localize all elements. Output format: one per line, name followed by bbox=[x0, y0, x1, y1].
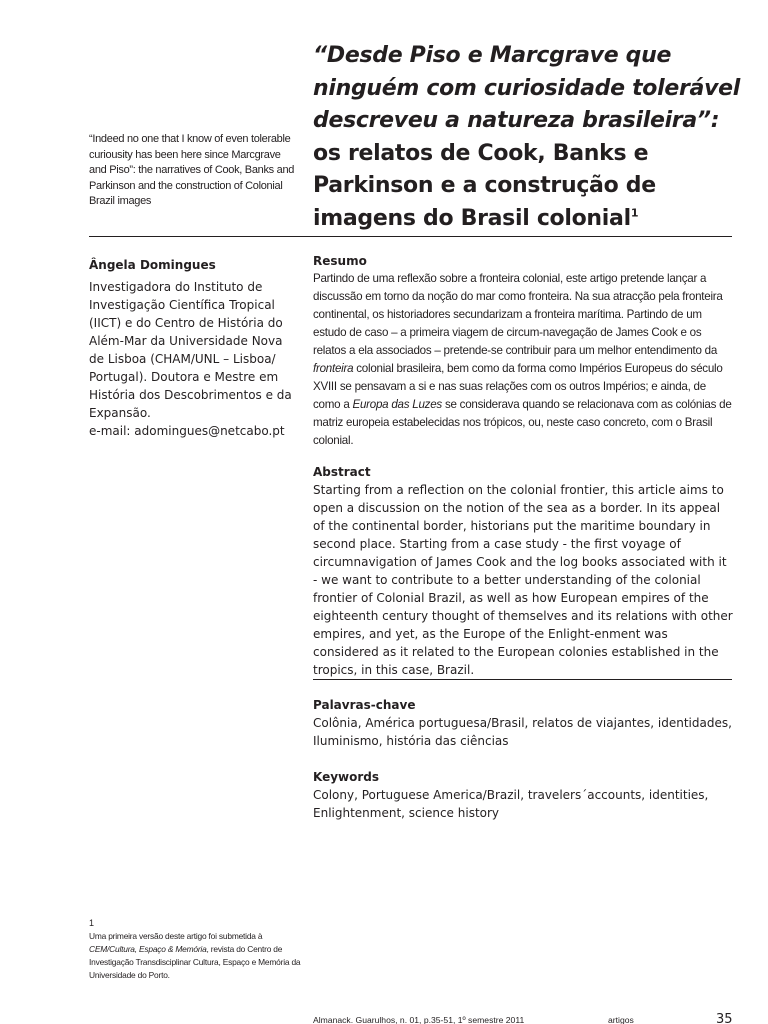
abstract-text: Starting from a reflection on the colonial frontier, this article aims to open a discussion on the notion of the sea as a border. In its appeal of the continental border, historians put the maritime boundary in second place. Starting from a case study - the first voyage of circumnavigation of James Cook and the log books associated with it - we want to contribute to a better understanding of the colonial frontier of Colonial Brazil, as well as how European empires of the eighteenth century thought of themselves and its relations with other empires, and yet, as the Europe of the Enlight-enment was considered as it related to the European colonies established in the tropics, in this case, Brazil. bbox=[313, 483, 733, 677]
abstract-divider bbox=[313, 679, 732, 680]
resumo-italic-2: Europa das Luzes bbox=[352, 398, 442, 411]
keywords-text: Colony, Portuguese America/Brazil, travelers´accounts, identities, Enlightenment, science history bbox=[313, 788, 709, 820]
footnote-number: 1 bbox=[89, 918, 94, 928]
footer-section-label: artigos bbox=[608, 1015, 634, 1024]
author-name: Ângela Domingues bbox=[89, 258, 216, 272]
footnote-italic: CEM/Cultura, Espaço & Memória bbox=[89, 944, 207, 954]
article-title bbox=[313, 40, 743, 235]
keywords-heading: Keywords bbox=[313, 770, 380, 784]
top-divider bbox=[89, 236, 732, 237]
palavras-chave-section bbox=[313, 696, 733, 750]
resumo-section bbox=[313, 252, 733, 450]
abstract-heading: Abstract bbox=[313, 465, 371, 479]
resumo-text-part-1: Partindo de uma reflexão sobre a fronteira colonial, este artigo pretende lançar a discussão em torno da noção do mar como fronteira. Na sua atracção pela fronteira continental, os historiadores secundarizam a fronteira marítima. Partindo de um estudo de caso – a primeira viagem de circum-navegação de James Cook e os relatos a ela associados – pretende-se contribuir para um melhor entendimento da bbox=[313, 272, 723, 357]
keywords-section bbox=[313, 768, 733, 822]
footnote-text-part-2: , revista do Centro de Investigação Transdisciplinar Cultura, Espaço e Memória da Universidade do Porto. bbox=[89, 944, 301, 980]
resumo-italic-1: fronteira bbox=[313, 362, 354, 375]
title-footnote-marker: 1 bbox=[630, 206, 639, 220]
author-affiliation: Investigadora do Instituto de Investigação Científica Tropical (IICT) e do Centro de História do Além-Mar da Universidade Nova de Lisboa (CHAM/UNL – Lisboa/ Portugal). Doutora e Mestre em História dos Descobrimentos e da Expansão. bbox=[89, 280, 292, 420]
author-block bbox=[89, 256, 299, 440]
footer-citation: Almanack. Guarulhos, n. 01, p.35-51, 1º semestre 2011 bbox=[313, 1015, 525, 1024]
palavras-chave-heading: Palavras-chave bbox=[313, 698, 416, 712]
abstract-section bbox=[313, 463, 733, 679]
title-colon: : bbox=[710, 108, 720, 133]
resumo-text-part-3: se considerava quando se relacionava com as colónias de matriz europeia estabelecidas nos trópicos, ou, neste caso concreto, com o Brasil colonial. bbox=[313, 398, 732, 447]
resumo-text-part-2: colonial brasileira, bem como da forma como Impérios Europeus do século XVIII se pensavam a si e nas suas relações com os outros Impérios; e ainda, de como a bbox=[313, 362, 723, 411]
footnote-text-part-1: Uma primeira versão deste artigo foi submetida à bbox=[89, 931, 263, 941]
title-rest: os relatos de Cook, Banks e Parkinson e a construção de imagens do Brasil colonial bbox=[313, 140, 656, 231]
author-email: e-mail: adomingues@netcabo.pt bbox=[89, 424, 285, 438]
palavras-chave-text: Colônia, América portuguesa/Brasil, relatos de viajantes, identidades, Iluminismo, história das ciências bbox=[313, 716, 732, 748]
resumo-text bbox=[313, 270, 733, 450]
title-quote: “Desde Piso e Marcgrave que ninguém com curiosidade tolerável descreveu a natureza brasileira” bbox=[313, 43, 740, 133]
english-title: “Indeed no one that I know of even tolerable curiousity has been here since Marcgrave and Piso”: the narratives of Cook, Banks and Parkinson and the construction of Colonial Brazil images bbox=[89, 133, 295, 208]
resumo-heading: Resumo bbox=[313, 254, 367, 268]
footnote bbox=[89, 917, 304, 982]
page-number: 35 bbox=[716, 1012, 733, 1024]
